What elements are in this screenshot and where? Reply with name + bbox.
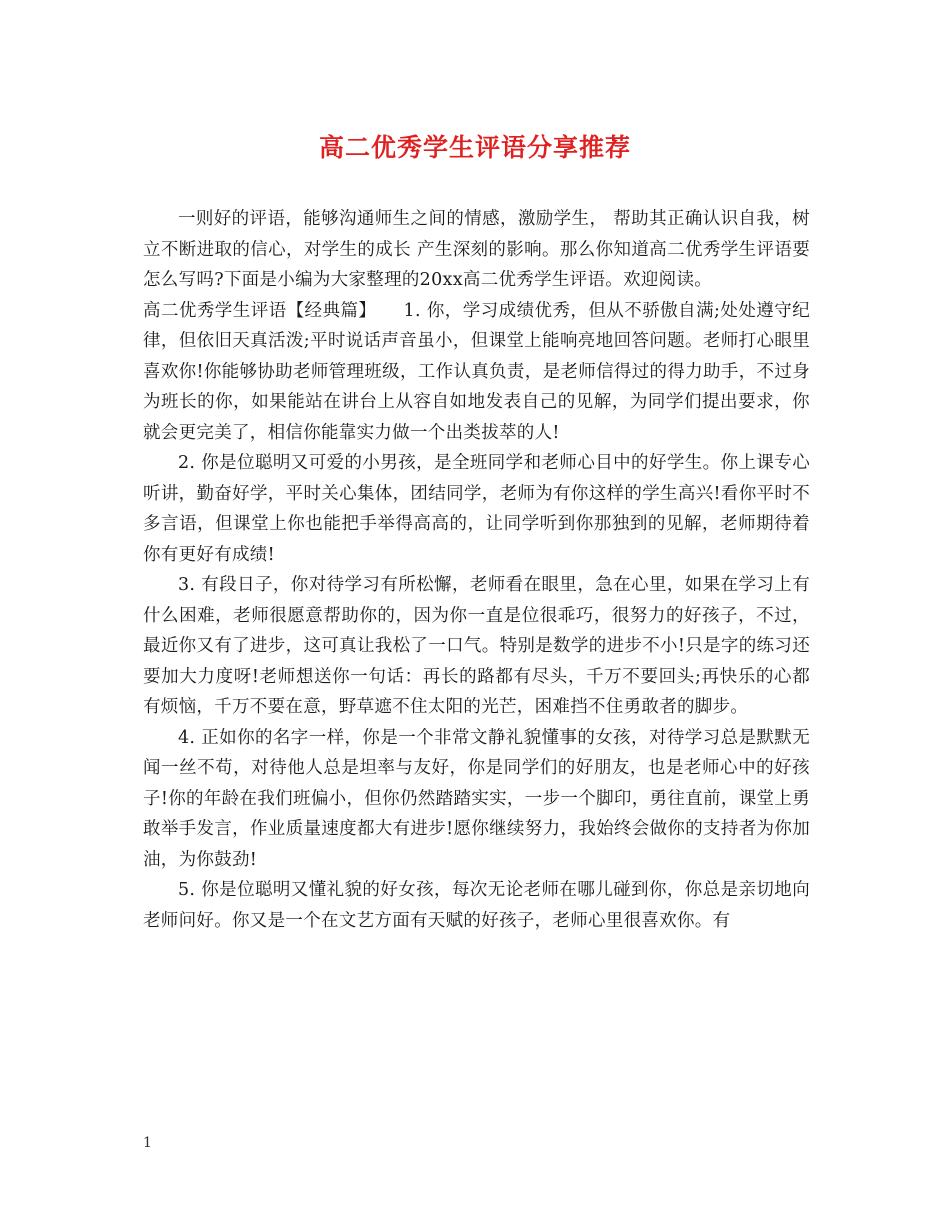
intro-paragraph: 一则好的评语，能够沟通师生之间的情感，激励学生， 帮助其正确认识自我，树立不断进取的信心，对学生的成长 产生深刻的影响。那么你知道高二优秀学生评语要怎么写吗?下面是小编为大家整理的20xx高二优秀学生评语。欢迎阅读。 [143,209,810,290]
page-title: 高二优秀学生评语分享推荐 [318,133,631,162]
paragraph-1: 高二优秀学生评语【经典篇】 1. 你，学习成绩优秀，但从不骄傲自满;处处遵守纪律，但依旧天真活泼;平时说话声音虽小，但课堂上能响亮地回答问题。老师打心眼里喜欢你!你能够协助老师管理班级，工作认真负责，是老师信得过的得力助手，不过身为班长的你，如果能站在讲台上从容自如地发表自己的见解，为同学们提出要求，你就会更完美了，相信你能靠实力做一个出类拔萃的人! [143,300,810,443]
paragraph-3: 3. 有段日子，你对待学习有所松懈，老师看在眼里，急在心里，如果在学习上有什么困难，老师很愿意帮助你的，因为你一直是位很乖巧，很努力的好孩子，不过，最近你又有了进步，这可真让我松了一口气。特别是数学的进步不小!只是字的练习还要加大力度呀!老师想送你一句话：再长的路都有尽头，千万不要回头;再快乐的心都有烦恼，千万不要在意，野草遮不住太阳的光芒，困难挡不住勇敢者的脚步。 [143,575,810,717]
paragraph-4: 4. 正如你的名字一样，你是一个非常文静礼貌懂事的女孩，对待学习总是默默无闻一丝不苟，对待他人总是坦率与友好，你是同学们的好朋友，也是老师心中的好孩子!你的年龄在我们班偏小，但你仍然踏踏实实，一步一个脚印，勇往直前，课堂上勇敢举手发言，作业质量速度都大有进步!愿你继续努力，我始终会做你的支持者为你加油，为你鼓劲! [143,727,810,870]
paragraph-2: 2. 你是位聪明又可爱的小男孩，是全班同学和老师心目中的好学生。你上课专心听讲，勤奋好学，平时关心集体，团结同学，老师为有你这样的学生高兴!看你平时不多言语，但课堂上你也能把手举得高高的，让同学听到你那独到的见解，老师期待着你有更好有成绩! [143,453,810,565]
page-number: 1 [143,1135,152,1151]
document-body [143,204,810,936]
paragraph-5: 5. 你是位聪明又懂礼貌的好女孩，每次无论老师在哪儿碰到你，你总是亲切地向老师问好。你又是一个在文艺方面有天赋的好孩子，老师心里很喜欢你。有 [143,880,810,931]
